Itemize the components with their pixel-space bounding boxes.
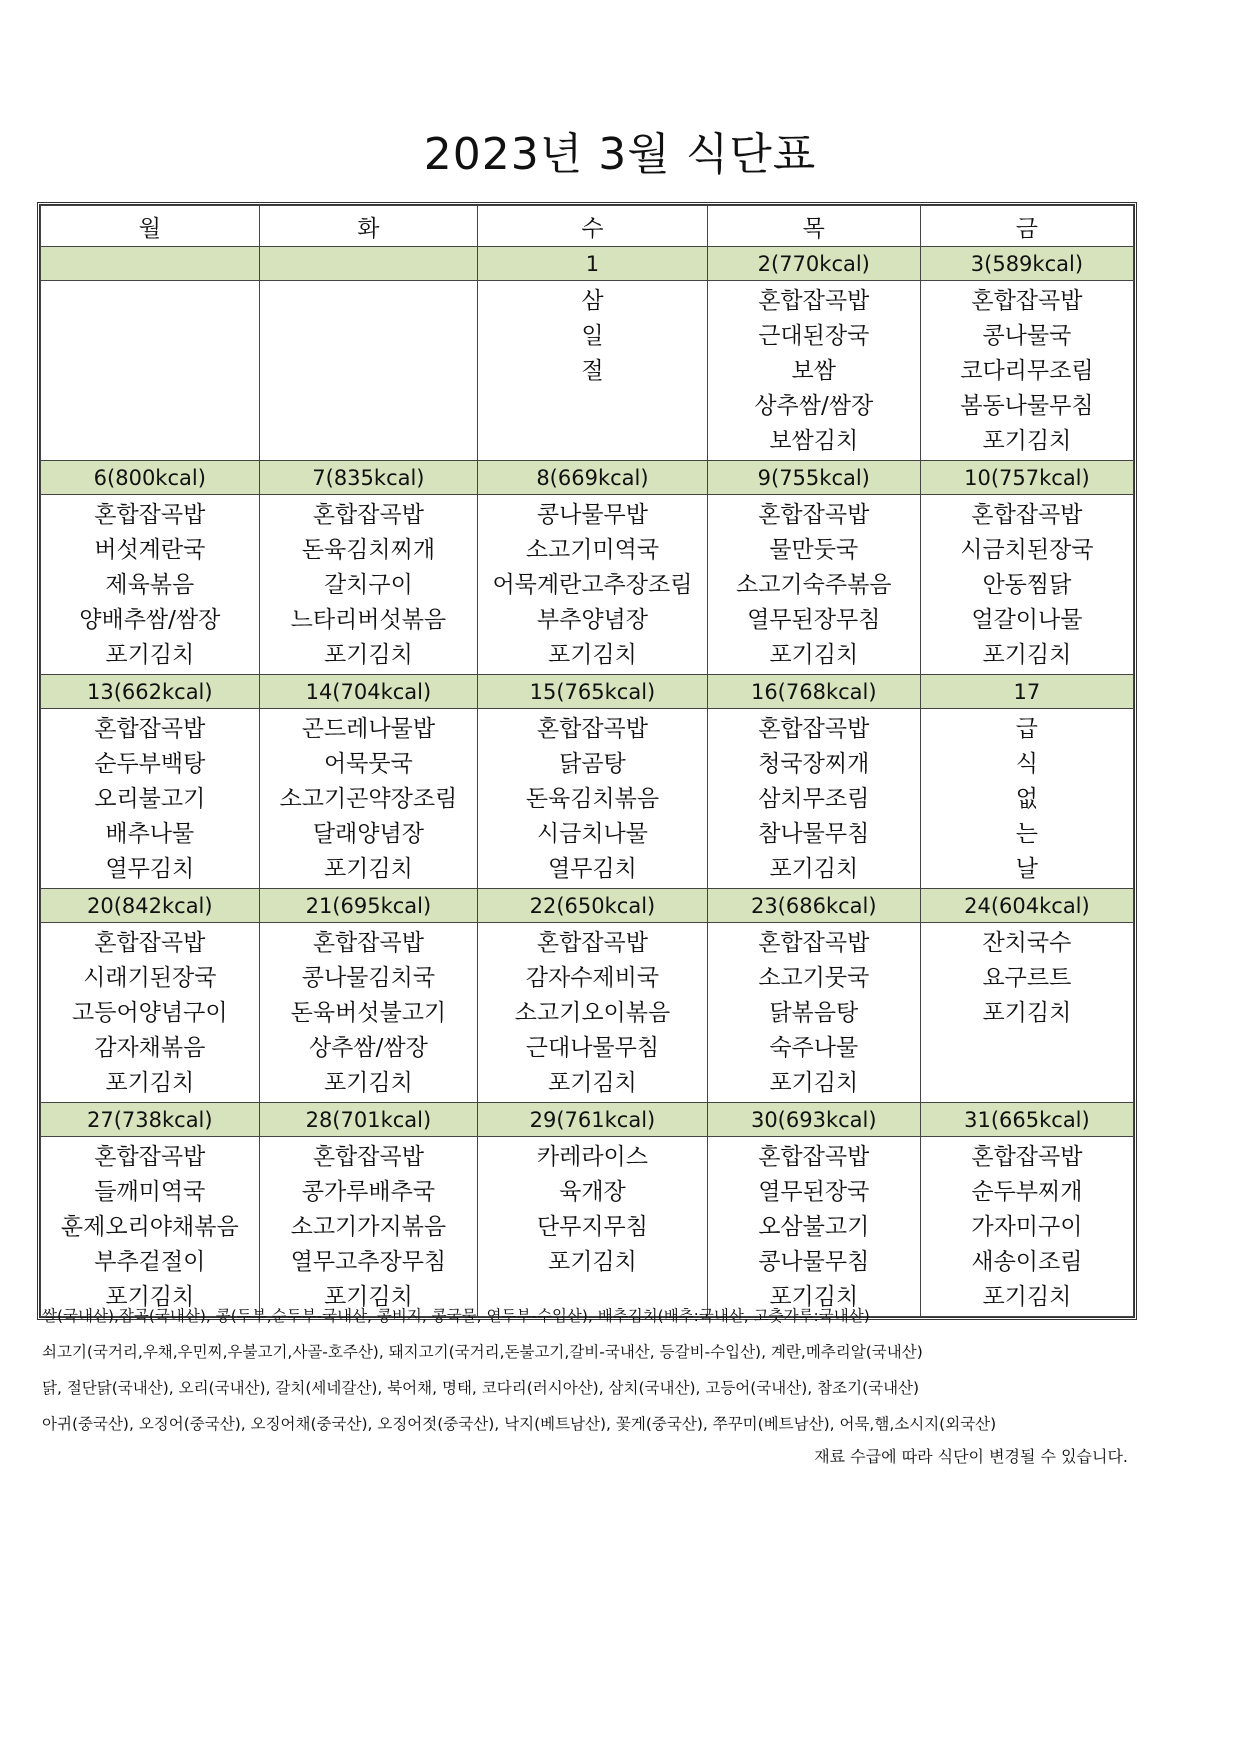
origin-note: 쌀(국내산),잡곡(국내산), 콩(두부,순두부-국내산, 콩비지, 콩국물, 연두부-수입산), 배추김치(배추:국내산, 고춧가루:국내산) (42, 1307, 870, 1325)
menu-cell (259, 709, 478, 889)
menu-item: 삼치무조림 (758, 786, 870, 812)
menu-item: 혼합잡곡밥 (758, 288, 870, 314)
menu-item: 혼합잡곡밥 (94, 502, 206, 528)
menu-item: 훈제오리야채볶음 (60, 1214, 239, 1240)
date-cell: 6(800kcal) (41, 461, 260, 495)
menu-item: 고등어양념구이 (72, 1000, 228, 1026)
menu-item: 혼합잡곡밥 (312, 502, 424, 528)
menu-row (41, 709, 1134, 889)
menu-cell (259, 923, 478, 1103)
date-cell: 20(842kcal) (41, 889, 260, 923)
menu-cell (41, 709, 260, 889)
menu-item: 육개장 (559, 1179, 626, 1205)
menu-cell (259, 495, 478, 675)
menu-item: 식 (1015, 751, 1039, 777)
menu-item: 오리불고기 (94, 786, 206, 812)
menu-item: 콩가루배추국 (301, 1179, 436, 1205)
menu-item: 느타리버섯볶음 (290, 607, 447, 633)
menu-item: 열무된장국 (758, 1179, 870, 1205)
menu-item: 포기김치 (769, 1284, 859, 1310)
menu-item: 부추양념장 (536, 607, 648, 633)
menu-item: 혼합잡곡밥 (94, 930, 206, 956)
menu-item: 포기김치 (982, 1000, 1072, 1026)
date-cell: 13(662kcal) (41, 675, 260, 709)
menu-item: 돈육김치찌개 (301, 537, 436, 563)
date-cell: 15(765kcal) (478, 675, 708, 709)
menu-cell (259, 1137, 478, 1317)
menu-item: 갈치구이 (323, 572, 413, 598)
menu-cell (707, 1137, 920, 1317)
menu-item: 혼합잡곡밥 (312, 1144, 424, 1170)
menu-item: 카레라이스 (536, 1144, 648, 1170)
menu-item: 혼합잡곡밥 (971, 502, 1083, 528)
menu-item: 열무김치 (105, 856, 195, 882)
date-row (41, 889, 1134, 923)
date-cell: 29(761kcal) (478, 1103, 708, 1137)
menu-item: 포기김치 (323, 1070, 413, 1096)
menu-item: 열무고추장무침 (290, 1249, 447, 1275)
menu-item: 순두부찌개 (971, 1179, 1083, 1205)
menu-item: 혼합잡곡밥 (536, 930, 648, 956)
meal-table (37, 202, 1137, 1320)
menu-cell (41, 1137, 260, 1317)
menu-item: 오삼불고기 (758, 1214, 870, 1240)
date-cell: 30(693kcal) (707, 1103, 920, 1137)
menu-item: 혼합잡곡밥 (312, 930, 424, 956)
menu-item: 가자미구이 (971, 1214, 1083, 1240)
menu-item: 상추쌈/쌈장 (308, 1035, 428, 1061)
menu-cell (41, 281, 260, 461)
menu-item: 혼합잡곡밥 (758, 930, 870, 956)
menu-item: 제육볶음 (105, 572, 195, 598)
weekday-fri: 금 (920, 206, 1133, 247)
menu-item: 포기김치 (769, 856, 859, 882)
disclaimer: 재료 수급에 따라 식단이 변경될 수 있습니다. (814, 1447, 1128, 1466)
menu-row (41, 495, 1134, 675)
menu-item: 얼갈이나물 (971, 607, 1083, 633)
menu-item: 포기김치 (769, 1070, 859, 1096)
menu-item: 급 (1015, 716, 1039, 742)
menu-item: 감자채볶음 (94, 1035, 206, 1061)
menu-item: 배추나물 (105, 821, 195, 847)
menu-row (41, 281, 1134, 461)
date-cell: 9(755kcal) (707, 461, 920, 495)
menu-item: 포기김치 (548, 1070, 637, 1096)
menu-item: 보쌈 (791, 358, 836, 384)
date-cell: 16(768kcal) (707, 675, 920, 709)
menu-item: 혼합잡곡밥 (971, 1144, 1083, 1170)
menu-item: 날 (1015, 856, 1039, 882)
menu-item: 들깨미역국 (94, 1179, 206, 1205)
menu-cell (478, 495, 708, 675)
menu-row (41, 1137, 1134, 1317)
menu-item: 닭곰탕 (559, 751, 626, 777)
menu-item: 포기김치 (982, 1284, 1072, 1310)
menu-item: 참나물무침 (758, 821, 870, 847)
menu-item: 혼합잡곡밥 (758, 1144, 870, 1170)
menu-item: 포기김치 (105, 642, 195, 668)
menu-item: 상추쌈/쌈장 (754, 393, 874, 419)
date-cell: 22(650kcal) (478, 889, 708, 923)
menu-item: 시래기된장국 (83, 965, 217, 991)
menu-item: 포기김치 (769, 642, 859, 668)
page-title: 2023년 3월 식단표 (423, 129, 817, 180)
menu-item: 닭볶음탕 (769, 1000, 859, 1026)
menu-cell (920, 709, 1133, 889)
menu-item: 버섯계란국 (94, 537, 206, 563)
menu-item: 감자수제비국 (525, 965, 660, 991)
menu-item: 소고기뭇국 (758, 965, 870, 991)
weekday-tue: 화 (259, 206, 478, 247)
date-cell: 7(835kcal) (259, 461, 478, 495)
menu-item: 일 (581, 323, 604, 349)
menu-item: 콩나물무밥 (536, 502, 648, 528)
menu-cell (41, 495, 260, 675)
menu-item: 곤드레나물밥 (301, 716, 436, 742)
weekday-thu: 목 (707, 206, 920, 247)
menu-row (41, 923, 1134, 1103)
menu-item: 단무지무침 (536, 1214, 648, 1240)
date-cell: 3(589kcal) (920, 247, 1133, 281)
menu-item: 시금치된장국 (960, 537, 1094, 563)
menu-cell (478, 709, 708, 889)
menu-item: 포기김치 (105, 1070, 195, 1096)
menu-item: 부추겉절이 (94, 1249, 206, 1275)
date-cell (41, 247, 260, 281)
menu-cell (478, 281, 708, 461)
menu-item: 돈육김치볶음 (525, 786, 660, 812)
menu-cell (707, 923, 920, 1103)
menu-cell (707, 281, 920, 461)
menu-item: 혼합잡곡밥 (536, 716, 648, 742)
date-row (41, 1103, 1134, 1137)
weekday-mon: 월 (41, 206, 260, 247)
menu-item: 소고기미역국 (525, 537, 660, 563)
menu-item: 포기김치 (105, 1284, 195, 1310)
date-cell: 2(770kcal) (707, 247, 920, 281)
date-cell: 31(665kcal) (920, 1103, 1133, 1137)
origin-notes (42, 1306, 1142, 1450)
menu-item: 혼합잡곡밥 (758, 502, 870, 528)
menu-item: 혼합잡곡밥 (94, 716, 206, 742)
menu-item: 물만둣국 (769, 537, 859, 563)
menu-item: 포기김치 (323, 856, 413, 882)
menu-item: 양배추쌈/쌈장 (79, 607, 221, 633)
menu-cell (920, 923, 1133, 1103)
menu-item: 소고기숙주볶음 (736, 572, 892, 598)
menu-item: 포기김치 (323, 642, 413, 668)
menu-item: 보쌈김치 (769, 428, 859, 454)
menu-cell (920, 281, 1133, 461)
menu-cell (478, 1137, 708, 1317)
menu-item: 청국장찌개 (758, 751, 870, 777)
menu-item: 삼 (581, 288, 604, 314)
menu-item: 혼합잡곡밥 (94, 1144, 206, 1170)
menu-item: 열무된장무침 (747, 607, 881, 633)
menu-item: 콩나물김치국 (301, 965, 436, 991)
menu-cell (707, 709, 920, 889)
menu-item: 어묵계란고추장조림 (492, 572, 693, 598)
menu-cell (920, 495, 1133, 675)
weekday-header-row (41, 206, 1134, 247)
date-row (41, 461, 1134, 495)
date-cell: 8(669kcal) (478, 461, 708, 495)
menu-item: 순두부백탕 (94, 751, 206, 777)
menu-item: 근대나물무침 (525, 1035, 660, 1061)
menu-cell (41, 923, 260, 1103)
menu-item: 시금치나물 (536, 821, 648, 847)
menu-item: 는 (1015, 821, 1039, 847)
weekday-wed: 수 (478, 206, 708, 247)
menu-item: 소고기가지볶음 (290, 1214, 447, 1240)
menu-item: 코다리무조림 (960, 358, 1094, 384)
date-cell: 24(604kcal) (920, 889, 1133, 923)
menu-item: 포기김치 (548, 1249, 637, 1275)
menu-item: 혼합잡곡밥 (971, 288, 1083, 314)
date-cell: 28(701kcal) (259, 1103, 478, 1137)
date-cell: 1 (478, 247, 708, 281)
menu-item: 콩나물국 (982, 323, 1072, 349)
menu-item: 안동찜닭 (982, 572, 1072, 598)
date-cell: 14(704kcal) (259, 675, 478, 709)
origin-note: 닭, 절단닭(국내산), 오리(국내산), 갈치(세네갈산), 북어채, 명태, 코다리(러시아산), 삼치(국내산), 고등어(국내산), 참조기(국내산) (42, 1379, 920, 1397)
menu-item: 혼합잡곡밥 (758, 716, 870, 742)
menu-item: 열무김치 (548, 856, 637, 882)
date-row (41, 675, 1134, 709)
menu-item: 소고기오이볶음 (514, 1000, 671, 1026)
menu-item: 포기김치 (548, 642, 637, 668)
date-cell (259, 247, 478, 281)
menu-item: 새송이조림 (971, 1249, 1083, 1275)
menu-item: 절 (581, 358, 604, 384)
date-cell: 27(738kcal) (41, 1103, 260, 1137)
menu-cell (478, 923, 708, 1103)
origin-note: 아귀(중국산), 오징어(중국산), 오징어채(중국산), 오징어젓(중국산), 낙지(베트남산), 꽃게(중국산), 쭈꾸미(베트남산), 어묵,햄,소시지(외국산) (42, 1415, 997, 1433)
menu-item: 포기김치 (982, 428, 1072, 454)
menu-item: 숙주나물 (769, 1035, 859, 1061)
menu-item: 요구르트 (982, 965, 1072, 991)
menu-item: 콩나물무침 (758, 1249, 870, 1275)
menu-item: 포기김치 (982, 642, 1072, 668)
menu-item: 어묵뭇국 (323, 751, 413, 777)
menu-item: 소고기곤약장조림 (279, 786, 458, 812)
menu-item: 잔치국수 (982, 930, 1072, 956)
menu-item: 달래양념장 (312, 821, 424, 847)
menu-item: 포기김치 (323, 1284, 413, 1310)
date-cell: 17 (920, 675, 1133, 709)
origin-note: 쇠고기(국거리,우채,우민찌,우불고기,사골-호주산), 돼지고기(국거리,돈불고기,갈비-국내산, 등갈비-수입산), 계란,메추리알(국내산) (42, 1343, 923, 1361)
menu-item: 근대된장국 (758, 323, 870, 349)
menu-item: 돈육버섯불고기 (290, 1000, 447, 1026)
menu-cell (707, 495, 920, 675)
date-cell: 10(757kcal) (920, 461, 1133, 495)
menu-item: 봄동나물무침 (960, 393, 1094, 419)
menu-item: 없 (1015, 786, 1039, 812)
menu-cell (920, 1137, 1133, 1317)
date-cell: 21(695kcal) (259, 889, 478, 923)
menu-cell (259, 281, 478, 461)
date-row (41, 247, 1134, 281)
date-cell: 23(686kcal) (707, 889, 920, 923)
